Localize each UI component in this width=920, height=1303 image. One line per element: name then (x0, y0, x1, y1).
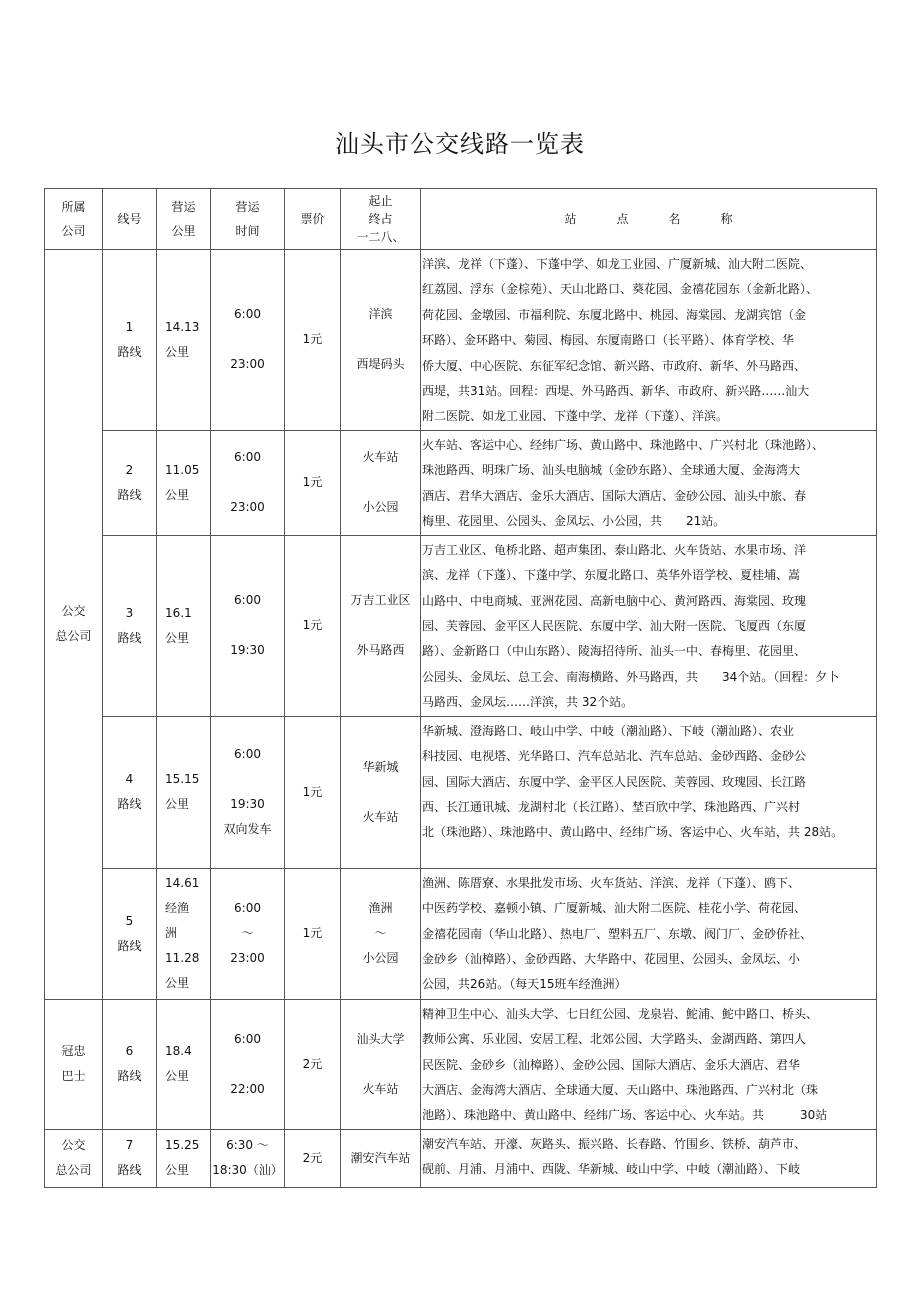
line-cell: 6 路线 (103, 999, 157, 1129)
header-stops: 站点名称 (421, 189, 877, 250)
table-row (45, 716, 877, 868)
hours-cell: 6:00 23:00 (211, 430, 285, 535)
termini-cell: 华新城 火车站 (341, 716, 421, 868)
distance-cell: 15.15 公里 (157, 716, 211, 868)
table-row (45, 535, 877, 716)
distance-cell: 16.1 公里 (157, 535, 211, 716)
fare-cell: 1元 (285, 535, 341, 716)
stops-cell: 潮安汽车站、开濠、灰路头、振兴路、长春路、竹围乡、铁桥、葫芦市、 砚前、月浦、月浦中、西陇、华新城、岐山中学、中岐（潮汕路）、下岐 (421, 1129, 877, 1187)
header-company: 所属 公司 (45, 189, 103, 250)
termini-cell: 潮安汽车站 (341, 1129, 421, 1187)
distance-cell: 11.05 公里 (157, 430, 211, 535)
header-hours: 营运 时间 (211, 189, 285, 250)
distance-cell: 18.4 公里 (157, 999, 211, 1129)
stops-cell: 火车站、客运中心、经纬广场、黄山路中、珠池路中、广兴村北（珠池路）、 珠池路西、明珠广场、汕头电脑城（金砂东路）、全球通大厦、金海湾大 酒店、君华大酒店、金乐大酒店、国际大酒店、金砂公园、汕头中旅、春 梅里、花园里、公园头、金凤坛、小公园，共 21站。 (421, 430, 877, 535)
stops-cell: 洋滨、龙祥（下蓬）、下蓬中学、如龙工业园、广厦新城、汕大附二医院、 红荔园、浮东（金棕苑）、天山北路口、葵花园、金禧花园东（金新北路）、 荷花园、金墩园、市福利院、东厦北路中、桃园、海棠园、龙湖宾馆（金 环路）、金环路中、菊园、梅园、东厦南路口（长平路）、体育学校、华 侨大厦、中心医院、东征军纪念馆、新兴路、市政府、新华、外马路西、 西堤，共31站。回程：西堤、外马路西、新华、市政府、新兴路……汕大 附二医院、如龙工业园、下蓬中学、龙祥（下蓬）、洋滨。 (421, 250, 877, 431)
fare-cell: 2元 (285, 999, 341, 1129)
table-row (45, 430, 877, 535)
fare-cell: 1元 (285, 250, 341, 431)
line-cell: 2 路线 (103, 430, 157, 535)
termini-cell: 渔洲 ～ 小公园 (341, 868, 421, 999)
company-cell: 公交 总公司 (45, 250, 103, 1000)
line-cell: 7 路线 (103, 1129, 157, 1187)
page-title: 汕头市公交线路一览表 (335, 130, 585, 158)
table-row (45, 868, 877, 999)
fare-cell: 2元 (285, 1129, 341, 1187)
line-cell: 3 路线 (103, 535, 157, 716)
distance-cell: 15.25 公里 (157, 1129, 211, 1187)
distance-cell: 14.13 公里 (157, 250, 211, 431)
fare-cell: 1元 (285, 716, 341, 868)
stops-cell: 渔洲、陈厝寮、水果批发市场、火车货站、洋滨、龙祥（下蓬）、鸥下、 中医药学校、嘉顿小镇、广厦新城、汕大附二医院、桂花小学、荷花园、 金禧花园南（华山北路）、热电厂、塑料五厂、东墩、阀门厂、金砂侨社、 金砂乡（汕樟路）、金砂西路、大华路中、花园里、公园头、金凤坛、小 公园，共26站。（每天15班车经渔洲） (421, 868, 877, 999)
stops-cell: 华新城、澄海路口、岐山中学、中岐（潮汕路）、下岐（潮汕路）、农业 科技园、电视塔、光华路口、汽车总站北、汽车总站、金砂西路、金砂公 园、国际大酒店、东厦中学、金平区人民医院、芙蓉园、玫瑰园、长江路 西、长江通讯城、龙湖村北（长江路）、埜百欣中学、珠池路西、广兴村 北（珠池路）、珠池路中、黄山路中、经纬广场、客运中心、火车站，共 28站。 (421, 716, 877, 868)
bus-route-table (44, 188, 877, 1188)
line-cell: 4 路线 (103, 716, 157, 868)
stops-cell: 精神卫生中心、汕头大学、七日红公园、龙泉岩、鮀浦、鮀中路口、桥头、 教师公寓、乐业园、安居工程、北郊公园、大学路头、金湖西路、第四人 民医院、金砂乡（汕樟路）、金砂公园、国际大酒店、金乐大酒店、君华 大酒店、金海湾大酒店、全球通大厦、天山路中、珠池路西、广兴村北（珠 池路）、珠池路中、黄山路中、经纬广场、客运中心、火车站。共 30站 (421, 999, 877, 1129)
hours-cell: 6:00 ～ 23:00 (211, 868, 285, 999)
stops-cell: 万吉工业区、龟桥北路、超声集团、泰山路北、火车货站、水果市场、洋 滨、龙祥（下蓬）、下蓬中学、东厦北路口、英华外语学校、夏桂埔、嵩 山路中、中电商城、亚洲花园、高新电脑中心、黄河路西、海棠园、玫瑰 园、芙蓉园、金平区人民医院、东厦中学、汕大附一医院、飞厦西（东厦 路）、金新路口（中山东路）、陵海招待所、汕头一中、春梅里、花园里、 公园头、金凤坛、总工会、南海横路、外马路西，共 34个站。（回程：夕卜 马路西、金凤坛……洋滨，共 32个站。 (421, 535, 877, 716)
header-line: 线号 (103, 189, 157, 250)
header-fare: 票价 (285, 189, 341, 250)
termini-cell: 汕头大学 火车站 (341, 999, 421, 1129)
hours-cell: 6:00 22:00 (211, 999, 285, 1129)
hours-cell: 6:00 23:00 (211, 250, 285, 431)
hours-cell: 6:00 19:30 双向发车 (211, 716, 285, 868)
line-cell: 5 路线 (103, 868, 157, 999)
termini-cell: 洋滨 西堤码头 (341, 250, 421, 431)
company-cell: 公交 总公司 (45, 1129, 103, 1187)
header-row (45, 189, 877, 250)
termini-cell: 火车站 小公园 (341, 430, 421, 535)
company-cell: 冠忠 巴士 (45, 999, 103, 1129)
table-row (45, 250, 877, 431)
line-cell: 1 路线 (103, 250, 157, 431)
table-row (45, 1129, 877, 1187)
header-distance: 营运 公里 (157, 189, 211, 250)
fare-cell: 1元 (285, 430, 341, 535)
hours-cell: 6:30 ～ 18:30（汕） (211, 1129, 285, 1187)
distance-cell: 14.61 经渔 洲 11.28 公里 (157, 868, 211, 999)
fare-cell: 1元 (285, 868, 341, 999)
termini-cell: 万吉工业区 外马路西 (341, 535, 421, 716)
header-termini: 起止 终占 一二八、 (341, 189, 421, 250)
table-row (45, 999, 877, 1129)
hours-cell: 6:00 19:30 (211, 535, 285, 716)
